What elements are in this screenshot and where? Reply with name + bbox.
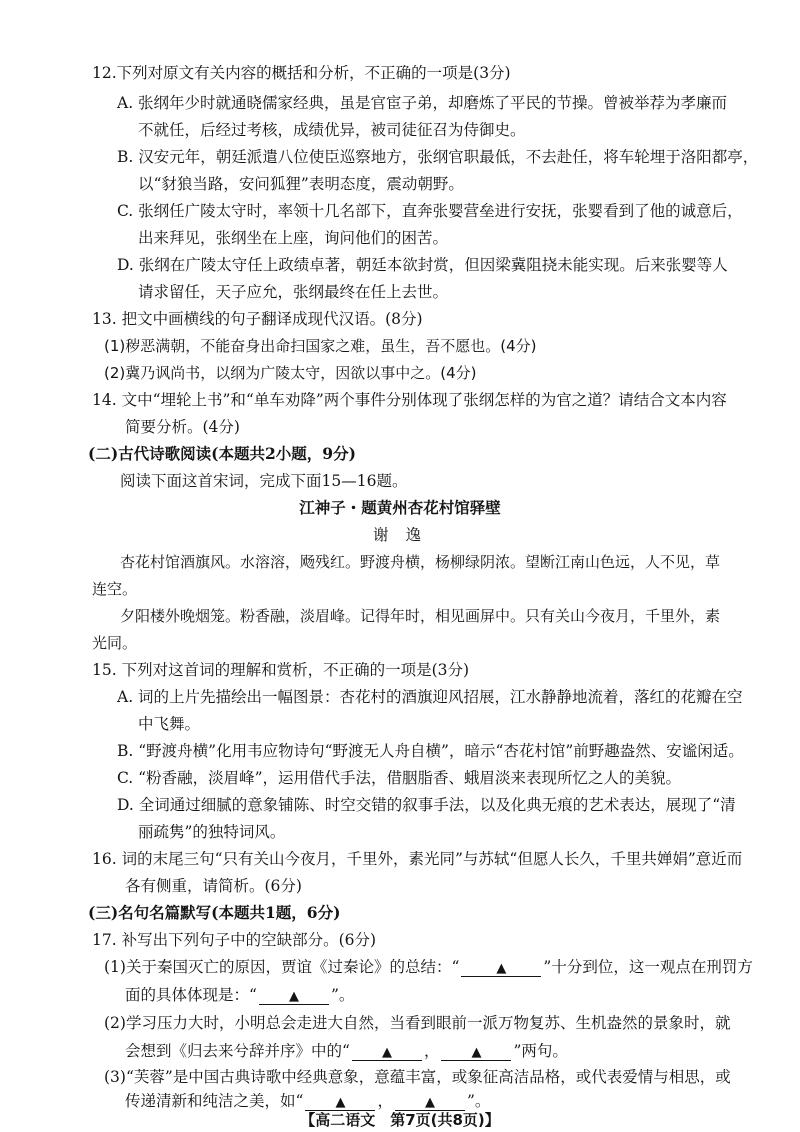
q12-stem: 12.下列对原文有关内容的概括和分析，不正确的一项是(3分) [92, 64, 511, 82]
poem-stanza-1: 杏花村馆酒旗风。水溶溶，飏残红。野渡舟横，杨柳绿阴浓。望断江南山色远，人不见，草 [120, 553, 721, 571]
answer-blank[interactable] [441, 1042, 511, 1061]
q12-option-a-cont: 不就任，后经过考核，成绩优异，被司徒征召为侍御史。 [138, 121, 526, 139]
q15-option-c: C. “粉香融，淡眉峰”，运用借代手法，借胭脂香、蛾眉淡来表现所忆之人的美貌。 [117, 769, 682, 787]
q13-stem: 13. 把文中画横线的句子翻译成现代汉语。(8分) [92, 310, 423, 328]
poem-author: 谢 逸 [373, 526, 427, 544]
q17-item-3-cont: 传递清新和纯洁之美，如“ ▲ ， ▲ ”。 [125, 1092, 491, 1110]
q17-item-2-cont: 会想到《归去来兮辞并序》中的“ ▲ ， ▲ ”两句。 [125, 1042, 568, 1060]
q15-option-d: D. 全词通过细腻的意象铺陈、时空交错的叙事手法，以及化典无痕的艺术表达，展现了“清 [117, 796, 736, 814]
q15-option-d-cont: 丽疏隽”的独特词风。 [138, 823, 286, 841]
answer-blank[interactable] [259, 986, 329, 1005]
section-3-title: (三)名句名篇默写(本题共1题，6分) [88, 903, 341, 922]
q17-item-3: (3)“芙蓉”是中国古典诗歌中经典意象，意蕴丰富，或象征高洁品格，或代表爱情与相思，或 [104, 1068, 731, 1086]
q13-sentence-2: (2)冀乃讽尚书，以纲为广陵太守，因欲以事中之。(4分) [104, 364, 477, 382]
triangle-icon: ▲ [424, 1095, 435, 1110]
triangle-icon: ▲ [288, 989, 299, 1004]
q15-option-a: A. 词的上片先描绘出一幅图景：杏花村的酒旗迎风招展，江水静静地流着，落红的花瓣在空 [117, 688, 743, 706]
triangle-icon: ▲ [335, 1095, 346, 1110]
q14-stem-cont: 简要分析。(4分) [125, 418, 240, 436]
poem-stanza-1-cont: 连空。 [92, 580, 138, 598]
q15-option-b: B. “野渡舟横”化用韦应物诗句“野渡无人舟自横”，暗示“杏花村馆”前野趣盎然、安谧闲适。 [117, 742, 744, 760]
q15-stem: 15. 下列对这首词的理解和赏析，不正确的一项是(3分) [92, 661, 470, 679]
q12-option-a: A. 张纲年少时就通晓儒家经典，虽是官宦子弟，却磨炼了平民的节操。曾被举荐为孝廉而 [117, 94, 728, 112]
q16-stem: 16. 词的末尾三句“只有关山今夜月，千里外，素光同”与苏轼“但愿人长久，千里共婵娟”意近而 [92, 850, 743, 868]
q12-option-b-cont: 以“豺狼当路，安问狐狸”表明态度，震动朝野。 [138, 175, 464, 193]
q12-option-c-cont: 出来拜见，张纲坐在上座，询问他们的困苦。 [138, 229, 449, 247]
poem-stanza-2: 夕阳楼外晚烟笼。粉香融，淡眉峰。记得年时，相见画屏中。只有关山今夜月，千里外，素 [120, 607, 721, 625]
page-footer: 【高二语文 第7页(共8页)】 [300, 1111, 500, 1129]
triangle-icon: ▲ [381, 1045, 392, 1060]
poem-title: 江神子・题黄州杏花村馆驿壁 [299, 499, 501, 517]
section-2-intro: 阅读下面这首宋词，完成下面15—16题。 [120, 472, 408, 490]
q14-stem: 14. 文中“埋轮上书”和“单车劝降”两个事件分别体现了张纲怎样的为官之道？请结合文本内容 [92, 391, 727, 409]
poem-stanza-2-cont: 光同。 [92, 634, 138, 652]
q17-item-2: (2)学习压力大时，小明总会走进大自然，当看到眼前一派万物复苏、生机盎然的景象时，就 [104, 1014, 731, 1032]
q12-option-d: D. 张纲在广陵太守任上政绩卓著，朝廷本欲封赏，但因梁冀阻挠未能实现。后来张婴等人 [117, 256, 728, 274]
q16-stem-cont: 各有侧重，请简析。(6分) [125, 877, 302, 895]
answer-blank[interactable] [352, 1042, 422, 1061]
q17-item-1-cont: 面的具体体现是：“ ▲ ”。 [125, 986, 355, 1004]
q12-option-c: C. 张纲任广陵太守时，率领十几名部下，直奔张婴营垒进行安抚，张婴看到了他的诚意后， [117, 202, 743, 220]
q17-stem: 17. 补写出下列句子中的空缺部分。(6分) [92, 931, 377, 949]
q12-option-b: B. 汉安元年，朝廷派遣八位使臣巡察地方，张纲官职最低，不去赴任，将车轮埋于洛阳都亭， [117, 148, 759, 166]
triangle-icon: ▲ [496, 961, 507, 976]
q17-item-1: (1)关于秦国灭亡的原因，贾谊《过秦论》的总结：“ ▲ ”十分到位，这一观点在刑罚方 [104, 958, 753, 976]
q13-sentence-1: (1)秽恶满朝，不能奋身出命扫国家之难，虽生，吾不愿也。(4分) [104, 337, 537, 355]
triangle-icon: ▲ [471, 1045, 482, 1060]
section-2-title: (二)古代诗歌阅读(本题共2小题，9分) [88, 444, 356, 463]
answer-blank[interactable] [461, 958, 541, 977]
q15-option-a-cont: 中飞舞。 [138, 715, 201, 733]
q12-option-d-cont: 请求留任，天子应允，张纲最终在任上去世。 [138, 283, 449, 301]
